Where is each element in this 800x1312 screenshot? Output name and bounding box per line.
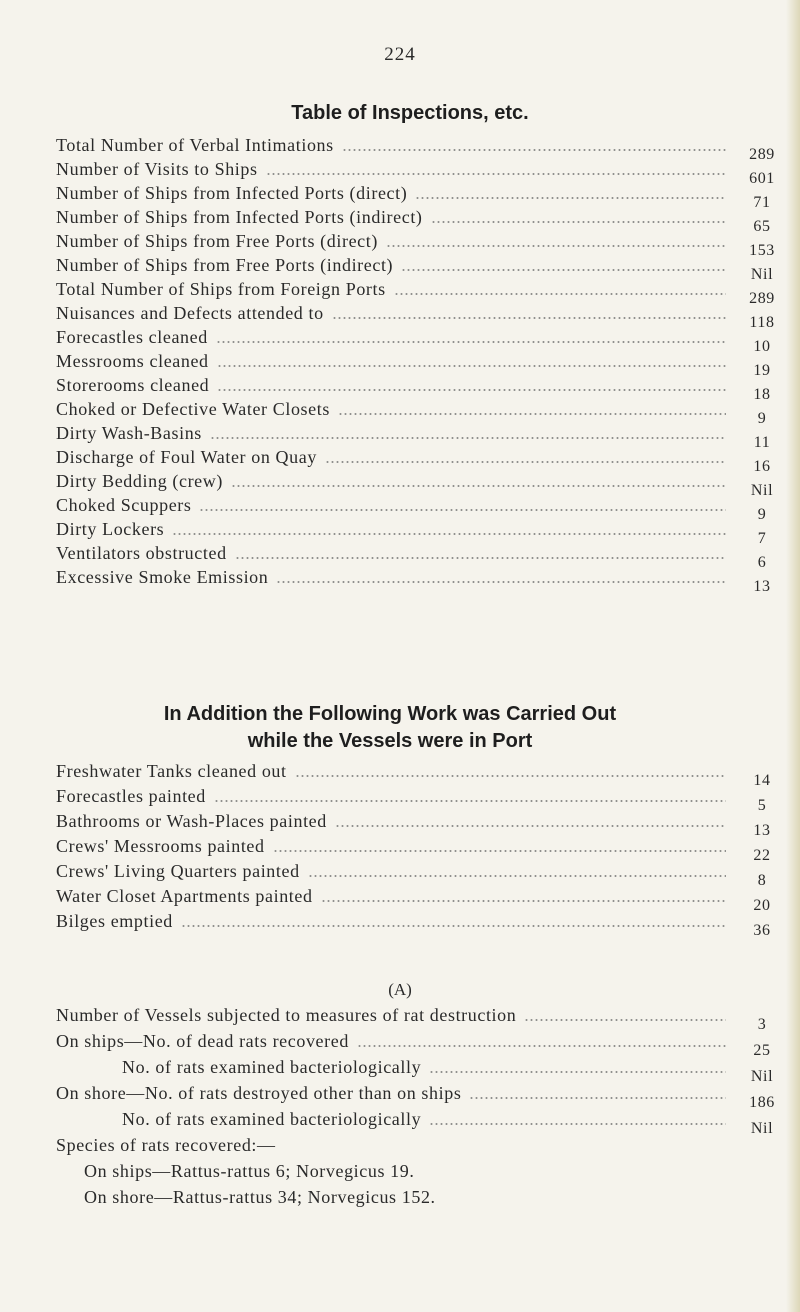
species-ships (84, 1160, 764, 1182)
dot-leader (217, 378, 726, 392)
dot-leader (394, 282, 726, 296)
item-value: 3 (757, 1016, 767, 1033)
item-value: 36 (753, 922, 771, 939)
species-ships-label: On ships—Rattus-rattus 6; Norvegicus 19. (84, 1161, 415, 1181)
item-value: 11 (753, 434, 771, 451)
list-item (56, 1056, 774, 1085)
item-label: Number of Ships from Free Ports (indirect) (56, 255, 394, 275)
item-value: 65 (753, 218, 771, 235)
item-label: Crews' Living Quarters painted (56, 861, 300, 881)
dot-leader (308, 864, 726, 878)
dot-leader (338, 402, 726, 416)
dot-leader (266, 162, 726, 176)
item-value: 153 (749, 242, 775, 259)
item-label: No. of rats examined bacteriologically (122, 1057, 422, 1077)
section-subtitle-additional-work: while the Vessels were in Port (247, 730, 533, 752)
item-value: 9 (757, 410, 767, 427)
dot-leader (415, 186, 726, 200)
dot-leader (231, 474, 726, 488)
item-value: 18 (753, 386, 771, 403)
dot-leader (216, 330, 726, 344)
list-item (56, 134, 775, 163)
list-item (56, 785, 767, 814)
list-item (56, 885, 771, 914)
list-item (56, 494, 767, 523)
item-value: 10 (753, 338, 771, 355)
item-label: Dirty Lockers (56, 519, 165, 539)
section-title-additional-work: In Addition the Following Work was Carried Out (163, 703, 617, 725)
list-item (56, 302, 775, 331)
list-item (56, 542, 767, 571)
species-heading (56, 1134, 736, 1156)
dot-leader (429, 1112, 726, 1126)
list-item (56, 350, 771, 379)
dot-leader (342, 138, 726, 152)
dot-leader (217, 354, 726, 368)
item-label: Number of Ships from Infected Ports (direct) (56, 183, 408, 203)
item-label: Dirty Wash-Basins (56, 423, 202, 443)
item-value: 13 (753, 578, 771, 595)
item-value: 118 (749, 314, 775, 331)
dot-leader (325, 450, 726, 464)
list-item (56, 1030, 771, 1059)
item-label: Total Number of Ships from Foreign Ports (56, 279, 386, 299)
dot-leader (357, 1034, 726, 1048)
page-edge-shading (786, 0, 800, 1312)
list-item (56, 1108, 774, 1137)
dot-leader (332, 306, 726, 320)
dot-leader (524, 1008, 726, 1022)
item-value: Nil (750, 266, 774, 283)
item-value: 601 (749, 170, 775, 187)
item-label: Nuisances and Defects attended to (56, 303, 324, 323)
list-item (56, 470, 774, 499)
item-label: Freshwater Tanks cleaned out (56, 761, 287, 781)
list-item (56, 158, 775, 187)
list-item (56, 910, 771, 939)
list-item (56, 1004, 767, 1033)
item-label: Bathrooms or Wash-Places painted (56, 811, 327, 831)
item-label: No. of rats examined bacteriologically (122, 1109, 422, 1129)
list-item (56, 398, 767, 427)
dot-leader (276, 570, 726, 584)
species-heading-label: Species of rats recovered:— (56, 1135, 276, 1155)
dot-leader (172, 522, 726, 536)
item-value: Nil (750, 1120, 774, 1137)
item-value: 9 (757, 506, 767, 523)
dot-leader (210, 426, 726, 440)
section-title-rat-destruction: (A) (388, 980, 412, 999)
dot-leader (199, 498, 726, 512)
item-label: On ships—No. of dead rats recovered (56, 1031, 349, 1051)
dot-leader (321, 889, 726, 903)
item-value: Nil (750, 482, 774, 499)
item-label: Choked or Defective Water Closets (56, 399, 330, 419)
item-label: Number of Visits to Ships (56, 159, 258, 179)
list-item (56, 230, 775, 259)
item-value: 22 (753, 847, 771, 864)
list-item (56, 810, 771, 839)
dot-leader (335, 814, 726, 828)
item-value: 13 (753, 822, 771, 839)
list-item (56, 835, 771, 864)
list-item (56, 422, 771, 451)
item-label: Number of Ships from Free Ports (direct) (56, 231, 378, 251)
item-value: 8 (757, 872, 767, 889)
item-value: 186 (749, 1094, 775, 1111)
item-label: On shore—No. of rats destroyed other than on ships (56, 1083, 462, 1103)
item-label: Messrooms cleaned (56, 351, 209, 371)
item-label: Storerooms cleaned (56, 375, 210, 395)
dot-leader (431, 210, 726, 224)
dot-leader (181, 914, 726, 928)
dot-leader (295, 764, 726, 778)
list-item (56, 1082, 775, 1111)
item-value: 6 (757, 554, 767, 571)
list-item (56, 278, 775, 307)
item-value: 7 (757, 530, 767, 547)
item-value: 14 (753, 772, 771, 789)
dot-leader (429, 1060, 726, 1074)
item-value: 16 (753, 458, 771, 475)
species-shore (84, 1186, 764, 1208)
item-label: Dirty Bedding (crew) (56, 471, 223, 491)
item-label: Forecastles cleaned (56, 327, 208, 347)
dot-leader (214, 789, 726, 803)
list-item (56, 374, 771, 403)
item-value: 71 (753, 194, 771, 211)
item-label: Discharge of Foul Water on Quay (56, 447, 317, 467)
item-label: Crews' Messrooms painted (56, 836, 265, 856)
item-label: Excessive Smoke Emission (56, 567, 269, 587)
item-value: 19 (753, 362, 771, 379)
list-item (56, 326, 771, 355)
dot-leader (469, 1086, 726, 1100)
item-value: 5 (757, 797, 767, 814)
dot-leader (273, 839, 726, 853)
list-item (56, 860, 767, 889)
item-value: 289 (749, 290, 775, 307)
list-item (56, 206, 771, 235)
section-title-inspections: Table of Inspections, etc. (291, 102, 529, 124)
item-label: Ventilators obstructed (56, 543, 227, 563)
list-item (56, 518, 767, 547)
item-label: Number of Vessels subjected to measures of rat destruction (56, 1005, 517, 1025)
item-value: Nil (750, 1068, 774, 1085)
list-item (56, 446, 771, 475)
list-item (56, 182, 771, 211)
item-label: Choked Scuppers (56, 495, 192, 515)
page-number: 224 (384, 44, 416, 65)
dot-leader (386, 234, 726, 248)
item-label: Number of Ships from Infected Ports (indirect) (56, 207, 423, 227)
species-shore-label: On shore—Rattus-rattus 34; Norvegicus 152. (84, 1187, 436, 1207)
item-label: Bilges emptied (56, 911, 173, 931)
list-item (56, 760, 771, 789)
item-value: 25 (753, 1042, 771, 1059)
list-item (56, 254, 774, 283)
item-value: 289 (749, 146, 775, 163)
item-label: Forecastles painted (56, 786, 206, 806)
list-item (56, 566, 771, 595)
dot-leader (401, 258, 726, 272)
item-label: Total Number of Verbal Intimations (56, 135, 334, 155)
dot-leader (235, 546, 726, 560)
item-label: Water Closet Apartments painted (56, 886, 313, 906)
item-value: 20 (753, 897, 771, 914)
